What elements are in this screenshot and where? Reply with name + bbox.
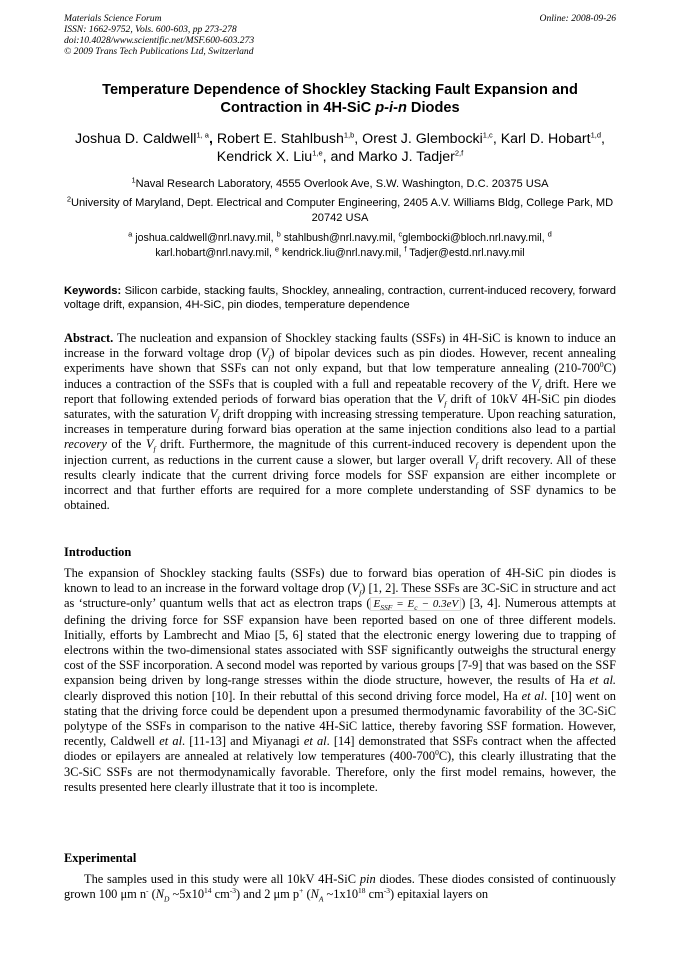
affiliation-1: $^1$Naval Research Laboratory, 4555 Overlook Ave, S.W. Washington, D.C. 20375 USA [131, 175, 549, 190]
experimental-text: The samples used in this study were all 10kV 4H-SiC pin diodes. These diodes consisted of continuously grown 100 μm n- ($N_D$ $\sim 5x10^{14}$ $cm^{-3}$) and 2 μm p+ ($N_A$ $\sim 1x10^{18}$ $cm^{-3}$) epitaxial layers on [64, 872, 616, 904]
introduction-heading: Introduction [64, 545, 132, 559]
title-pin: p-i-n [375, 100, 407, 116]
online-date: Online: 2008-09-26 [539, 13, 616, 24]
keywords-label: Keywords: [64, 285, 122, 297]
author-2: Robert E. Stahlbush [216, 131, 344, 147]
email-d[interactable]: karl.hobart@nrl.navy.mil, [155, 246, 272, 259]
keywords-text: Silicon carbide, stacking faults, Shockley, annealing, contraction, current-induced recovery, forward voltage drift, expansion, 4H-SiC, pin diodes, temperature dependence [64, 285, 616, 311]
energy-formula: $E_{SSF} = E_c - 0.3eV$ [370, 597, 461, 611]
author-3: Orest J. Glembocki [362, 131, 483, 147]
affiliation-2: $^2$University of Maryland, Dept. Electrical and Computer Engineering, 2405 A.V. Williams Bldg, College Park, MD 20742 USA [66, 194, 614, 224]
email-e[interactable]: kendrick.liu@nrl.navy.mil, [281, 246, 402, 259]
paper-title [64, 81, 616, 117]
introduction-text: The expansion of Shockley stacking faults (SSFs) due to forward bias operation of 4H-SiC pin diodes is known to lead to an increase in the forward voltage drop $(V_f)$ [1, 2]. These SSFs are 3C-SiC in structure and act as ‘structure-only’ quantum wells that act as electron traps ( $E_{SSF} = E_c - 0.3eV$ ) [3, 4]. Numerous attempts at defining the driving force for SSF expansion have been reported based on one of three different models. Initially, efforts by Lambrecht and Miao [5, 6] stated that the electronic energy lowering due to trapping of electrons within the two-dimensional states associated with SSF significantly outweighs the structural energy cost of the SSF incorporation. A second model was reported by various groups [7-9] that was based on the SSF expansion being driven by long-range stresses within the diode structure, however, the results of Ha et al. clearly disproved this notion [10]. In their rebuttal of this second driving force model, Ha et al. [10] went on stating that the driving force could be dependent upon a presumed thermodynamic favorability of the 3C-SiC polytype of the SSFs in comparison to the native 4H-SiC lattice, thereby favoring SSF formation. However, recently, Caldwell et al. [11-13] and Miyanagi et al. [14] demonstrated that SSFs contract when the affected diodes or epilayers are annealed at relatively low temperatures $(400-700^0C)$, this clearly illustrating that the 3C-SiC SSFs are not thermodynamically favorable. Therefore, only the first model remains, however, the results presented here clearly illustrate that it too is incomplete. [64, 566, 616, 794]
abstract-label: Abstract. [64, 331, 114, 345]
copyright-line: © 2009 Trans Tech Publications Ltd, Switzerland [64, 46, 254, 57]
doi-line[interactable]: doi:10.4028/www.scientific.net/MSF.600-603.273 [64, 35, 255, 46]
email-b[interactable]: stahlbush@nrl.navy.mil, [283, 232, 396, 244]
journal-header [64, 13, 616, 57]
title-line-1: Temperature Dependence of Shockley Stacking Fault Expansion and [102, 82, 578, 98]
title-line-2b: Diodes [406, 100, 460, 116]
author-list: Joshua D. Caldwell$^{1, a}$, Robert E. Stahlbush$^{1,b}$, Orest J. Glembocki$^{1,c}$, Karl D. Hobart$^{1,d}$, Kendrick X. Liu$^{1,e}$, and Marko J. Tadjer$^{2,f}$ [75, 130, 605, 165]
author-4: Karl D. Hobart [500, 131, 591, 147]
author-5: Kendrick X. Liu [216, 149, 313, 165]
abstract: Abstract. The nucleation and expansion of Shockley stacking faults (SSFs) in 4H-SiC is known to induce an increase in the forward voltage drop $(V_f)$ of bipolar devices such as pin diodes. However, recent annealing experiments have shown that SSFs can not only expand, but that low temperature annealing $(210-700^0C)$ induces a contraction of the SSFs that is coupled with a full and repeatable recovery of the $V_f$ drift. Here we report that following extended periods of forward bias operation that the $V_f$ drift of 10kV 4H-SiC pin diodes saturates, with the saturation $V_f$ drift dropping with increasing stressing temperature. Upon reaching saturation, increases in temperature during forward bias operation at the same injection conditions also lead to a partial recovery of the $V_f$ drift. Furthermore, the magnitude of this current-induced recovery is dependent upon the injection current, as reductions in the current cause a slower, but larger overall $V_f$ drift recovery. All of these results clearly indicate that the current driving force models for SSF expansion are either incomplete or incorrect and that further efforts are required for a more complete understanding of SSF dynamics to be obtained. [64, 331, 616, 513]
journal-name: Materials Science Forum [64, 13, 162, 24]
email-a[interactable]: joshua.caldwell@nrl.navy.mil, [135, 232, 274, 244]
author-1: Joshua D. Caldwell [75, 131, 197, 147]
experimental-heading: Experimental [64, 851, 137, 865]
keywords [64, 284, 616, 312]
title-line-2a: Contraction in 4H-SiC [220, 100, 376, 116]
email-c[interactable]: glembocki@bloch.nrl.navy.mil, [402, 232, 545, 244]
author-emails: $^a$ joshua.caldwell@nrl.navy.mil, $^b$ stahlbush@nrl.navy.mil, $^c$glembocki@bloch.nrl.navy.mil, $^d$ karl.hobart@nrl.navy.mil, $^e$ kendrick.liu@nrl.navy.mil, $^f$ Tadjer@estd.nrl.navy.mil [128, 229, 552, 259]
issn-line: ISSN: 1662-9752, Vols. 600-603, pp 273-278 [64, 24, 237, 35]
author-6: Marko J. Tadjer [358, 149, 455, 165]
email-f[interactable]: Tadjer@estd.nrl.navy.mil [409, 246, 525, 259]
